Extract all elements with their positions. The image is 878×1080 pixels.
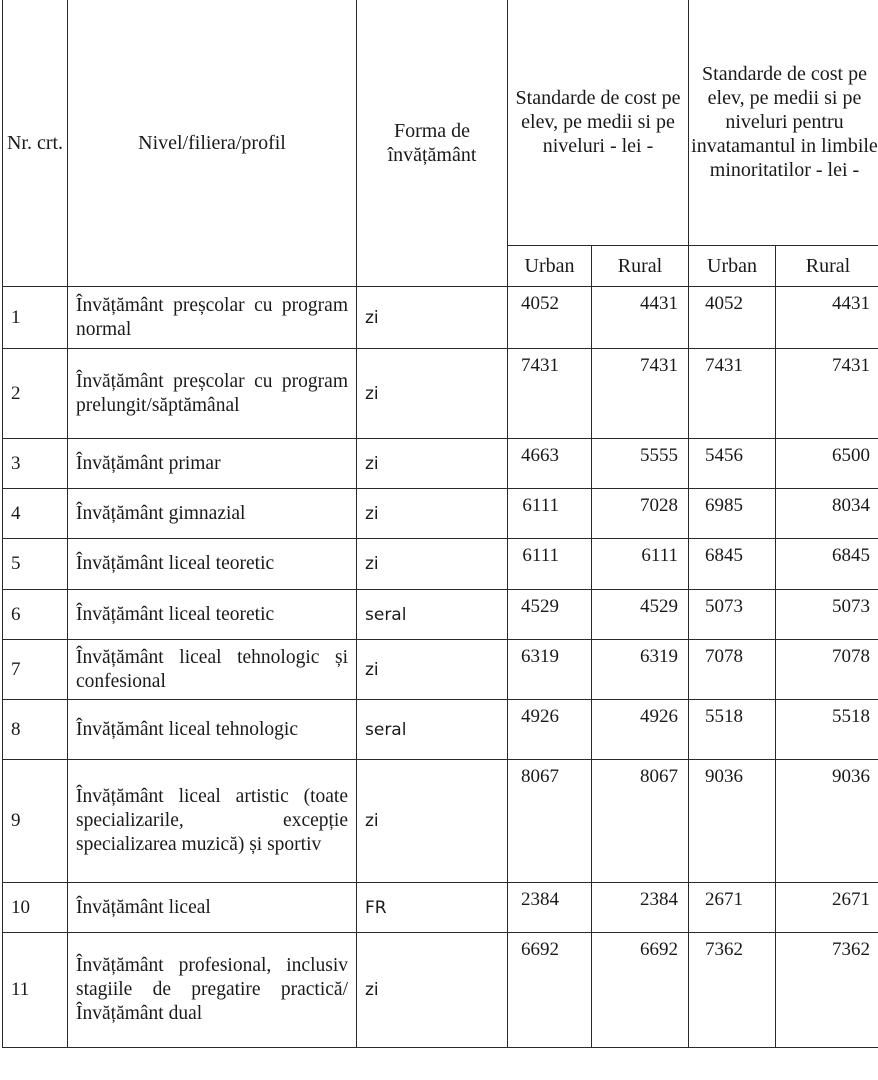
row-urban: 2384 [508, 883, 592, 933]
row-number: 3 [3, 439, 68, 489]
row-form: zi [357, 539, 508, 590]
row-rural-minorities: 5518 [776, 700, 878, 760]
header-urban: Urban [508, 246, 592, 287]
row-urban: 6111 [508, 489, 592, 539]
header-standard-minorities: Standarde de cost pe elev, pe medii si pe niveluri pentru invatamantul in limbile minoritatilor - lei - [689, 0, 878, 246]
row-form: zi [357, 439, 508, 489]
row-rural-minorities: 6845 [776, 539, 878, 590]
row-rural: 2384 [592, 883, 689, 933]
row-form: zi [357, 349, 508, 439]
table-row [3, 489, 878, 539]
row-rural-minorities: 7078 [776, 640, 878, 700]
row-rural: 7028 [592, 489, 689, 539]
row-level: Învățământ liceal teoretic [68, 590, 357, 640]
row-urban: 6692 [508, 933, 592, 1048]
table-row [3, 883, 878, 933]
row-rural: 8067 [592, 760, 689, 883]
row-level: Învățământ liceal [68, 883, 357, 933]
row-form: FR [357, 883, 508, 933]
row-rural: 4529 [592, 590, 689, 640]
row-number: 2 [3, 349, 68, 439]
row-urban-minorities: 5073 [689, 590, 776, 640]
row-urban-minorities: 9036 [689, 760, 776, 883]
row-level: Învățământ liceal artistic (toate specializarile, excepție specializarea muzică) și sportiv [68, 760, 357, 883]
row-number: 4 [3, 489, 68, 539]
header-level: Nivel/filiera/profil [68, 0, 357, 287]
row-level: Învățământ preșcolar cu program normal [68, 287, 357, 349]
row-urban: 4926 [508, 700, 592, 760]
row-rural: 6692 [592, 933, 689, 1048]
row-urban-minorities: 2671 [689, 883, 776, 933]
row-rural: 4431 [592, 287, 689, 349]
table-row [3, 439, 878, 489]
row-rural: 7431 [592, 349, 689, 439]
row-urban-minorities: 6845 [689, 539, 776, 590]
row-rural-minorities: 7431 [776, 349, 878, 439]
table-row [3, 760, 878, 883]
row-urban: 6319 [508, 640, 592, 700]
row-urban: 4529 [508, 590, 592, 640]
row-form: zi [357, 760, 508, 883]
header-form: Forma de învățământ [357, 0, 508, 287]
row-number: 8 [3, 700, 68, 760]
row-urban-minorities: 7362 [689, 933, 776, 1048]
row-rural: 4926 [592, 700, 689, 760]
table-row [3, 349, 878, 439]
table-row [3, 287, 878, 349]
row-rural: 6111 [592, 539, 689, 590]
row-number: 5 [3, 539, 68, 590]
row-level: Învățământ preșcolar cu program prelungit/săptămânal [68, 349, 357, 439]
table-row [3, 590, 878, 640]
row-number: 7 [3, 640, 68, 700]
header-rural-minorities: Rural [776, 246, 878, 287]
row-rural-minorities: 4431 [776, 287, 878, 349]
row-form: seral [357, 590, 508, 640]
row-urban: 8067 [508, 760, 592, 883]
row-urban-minorities: 5456 [689, 439, 776, 489]
row-urban-minorities: 4052 [689, 287, 776, 349]
row-rural-minorities: 9036 [776, 760, 878, 883]
row-urban-minorities: 5518 [689, 700, 776, 760]
row-urban: 4663 [508, 439, 592, 489]
row-urban: 7431 [508, 349, 592, 439]
row-number: 6 [3, 590, 68, 640]
row-rural-minorities: 5073 [776, 590, 878, 640]
row-form: zi [357, 287, 508, 349]
header-rural: Rural [592, 246, 689, 287]
row-form: seral [357, 700, 508, 760]
row-number: 9 [3, 760, 68, 883]
row-urban-minorities: 6985 [689, 489, 776, 539]
row-number: 10 [3, 883, 68, 933]
table-body [3, 287, 878, 1048]
row-level: Învățământ gimnazial [68, 489, 357, 539]
row-number: 1 [3, 287, 68, 349]
cost-standards-table [2, 0, 878, 1048]
row-rural: 6319 [592, 640, 689, 700]
row-rural-minorities: 2671 [776, 883, 878, 933]
row-form: zi [357, 640, 508, 700]
table-row [3, 933, 878, 1048]
row-urban-minorities: 7431 [689, 349, 776, 439]
table-row [3, 700, 878, 760]
row-rural-minorities: 6500 [776, 439, 878, 489]
row-number: 11 [3, 933, 68, 1048]
row-urban: 6111 [508, 539, 592, 590]
row-urban-minorities: 7078 [689, 640, 776, 700]
row-form: zi [357, 489, 508, 539]
row-rural: 5555 [592, 439, 689, 489]
header-urban-minorities: Urban [689, 246, 776, 287]
row-rural-minorities: 8034 [776, 489, 878, 539]
row-level: Învățământ primar [68, 439, 357, 489]
row-level: Învățământ liceal tehnologic și confesional [68, 640, 357, 700]
row-level: Învățământ liceal teoretic [68, 539, 357, 590]
header-nr: Nr. crt. [3, 0, 68, 287]
row-level: Învățământ liceal tehnologic [68, 700, 357, 760]
row-form: zi [357, 933, 508, 1048]
table-row [3, 640, 878, 700]
row-urban: 4052 [508, 287, 592, 349]
row-rural-minorities: 7362 [776, 933, 878, 1048]
row-level: Învățământ profesional, inclusiv stagiile de pregatire practică/ Învățământ dual [68, 933, 357, 1048]
header-standard: Standarde de cost pe elev, pe medii si pe niveluri - lei - [508, 0, 689, 246]
table-row [3, 539, 878, 590]
